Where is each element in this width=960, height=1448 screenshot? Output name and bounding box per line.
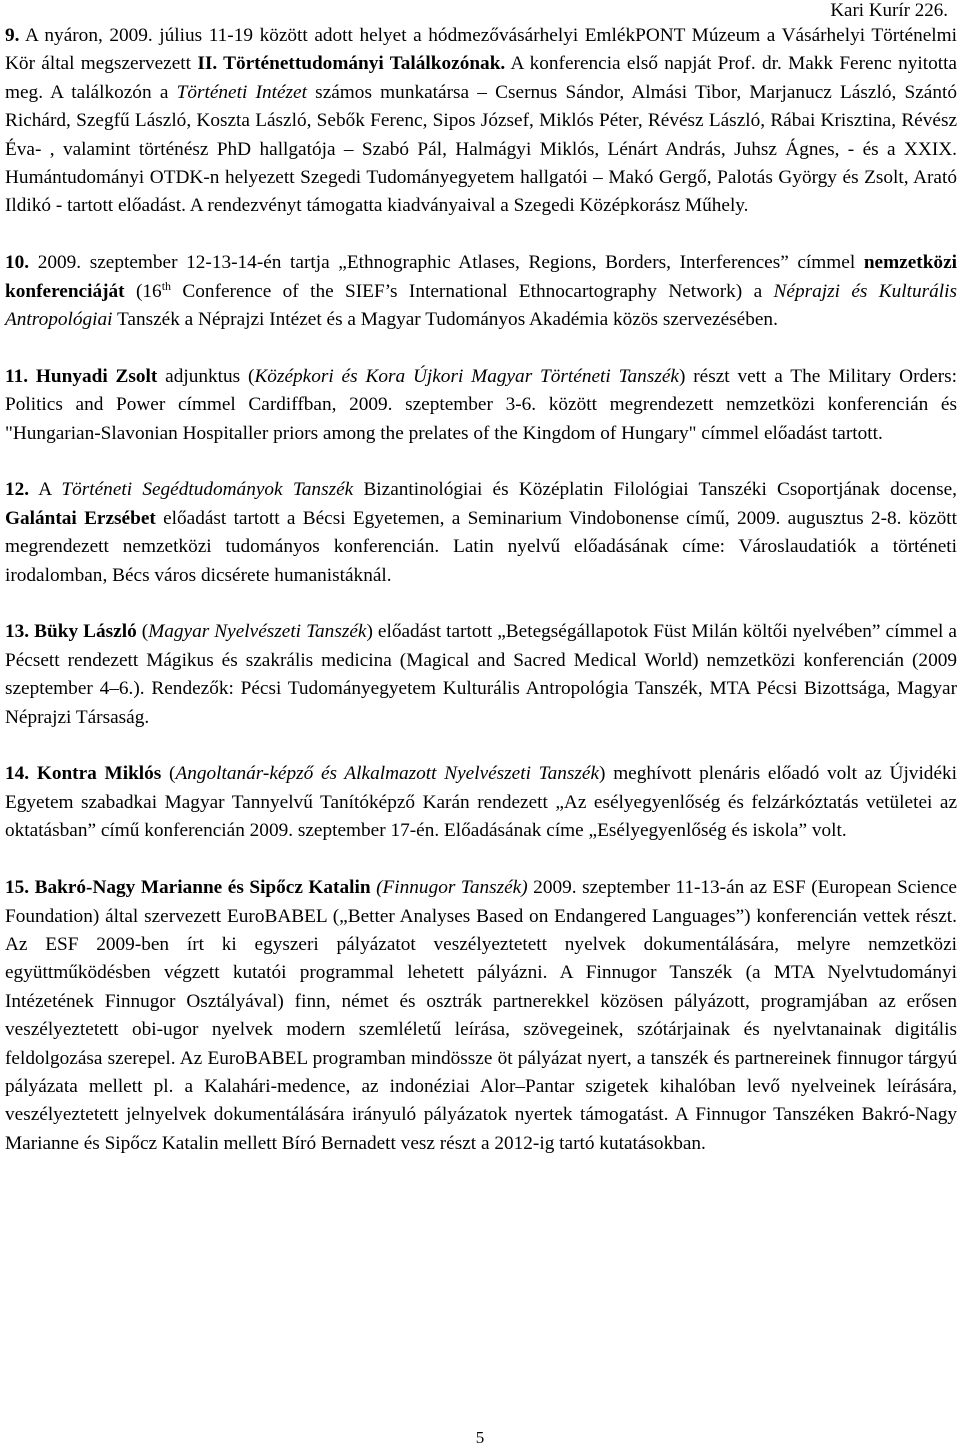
news-item-12 [5,476,957,590]
text-run: (Finnugor Tanszék) [376,877,528,899]
text-run: ( [161,763,176,785]
text-run: Tanszék a Néprajzi Intézet és a Magyar Tudományos Akadémia közös szervezésében. [112,309,778,331]
text-run: 12. [5,479,30,501]
text-run: (16 [124,280,162,302]
text-run: Angoltanár-képző és Alkalmazott Nyelvészeti Tanszék [175,763,600,785]
text-run: Magyar Nyelvészeti Tanszék [148,621,367,643]
news-item-10 [5,249,957,334]
text-run: számos munkatársa – Csernus Sándor, Almási Tibor, Marjanucz László, Szántó Richárd, Szegfű László, Koszta László, Sebők Ferenc, Sipos József, Miklós Péter, Révész László, Rábai Krisztina, Révész Éva- , valamint történész PhD hallgatója – Szabó Pál, Halmágyi Miklós, Lénárt András, Juhsz Ágnes, - és a XXIX. Humántudományi OTDK-n helyezett Szegedi Tudományegyetem hallgatói – Makó Gergő, Palotás György és Zsolt, Arató Ildikó - tartott előadást. A rendezvényt támogatta kiadványaival a Szegedi Középkorász Műhely. [5,81,957,217]
text-run: 2009. szeptember 11-13-án az ESF (European Science Foundation) által szervezett EuroBABEL („Better Analyses Based on Endangered Languages”) konferencián vettek részt. Az ESF 2009-ben írt ki egyszeri pályázatot veszélyeztetett nyelvek dokumentálására, melyre nemzetközi együttműködésben végzett kutatói programmal lehetett pályázni. A Finnugor Tanszék (a MTA Nyelvtudományi Intézetének Finnugor Osztályával) finn, német és osztrák partnerekkel közösen pályázott, programjában az erősen veszélyeztetett obi-ugor nyelvek modern szemléletű leírása, szövegeinek, szótárjainak és nyelvtanainak digitális feldolgozása szerepel. Az EuroBABEL programban mindössze öt pályázat nyert, a tanszék és partnereinek finnugor tárgyú pályázata mellett pl. a Kalahári-medence, az indonéziai Alor–Pantar szigetek kihalóban levő nyelveinek leírására, veszélyeztetett jelnyelvek dokumentálására irányuló pályázatok nyertek támogatást. A Finnugor Tanszéken Bakró-Nagy Marianne és Sipőcz Katalin mellett Bíró Bernadett vesz részt a 2012-ig tartó kutatásokban. [5,877,957,1154]
news-item-15 [5,874,957,1158]
text-run: 14. Kontra Miklós [5,763,162,785]
text-run: A nyáron, 2009. július 11-19 között adott helyet a hódmezővásárhelyi EmlékPONT Múzeum a Vásárhelyi Történelmi Kör által megszervezett [5,25,957,75]
news-item-14 [5,760,957,845]
document-body [5,22,957,1158]
text-run: Történeti Intézet [176,81,307,103]
text-run: ) előadást tartott „Betegségállapotok Füst Milán költői nyelvében” címmel a Pécsett rendezett Mágikus és szakrális medicina (Magical and Sacred Medical World) nemzetközi konferencián (2009 szeptember 4–6.). Rendezők: Pécsi Tudományegyetem Kulturális Antropológia Tanszék, MTA Pécsi Bizottsága, Magyar Néprajzi Társaság. [5,621,957,728]
text-run: II. Történettudományi Találkozónak. [197,53,506,75]
text-run: ) meghívott plenáris előadó volt az Újvidéki Egyetem szabadkai Magyar Tannyelvű Tanítóképző Karán rendezett „Az esélyegyenlőség és felzárkóztatás vetületei az oktatásban” című konferencián 2009. szeptember 17-én. Előadásának címe „Esélyegyenlőség és iskola” volt. [5,763,957,842]
text-run: nemzetközi konferenciáját [5,252,957,302]
news-item-11 [5,363,957,448]
text-run: adjunktus ( [157,365,255,387]
text-run: 15. Bakró-Nagy Marianne és Sipőcz Katalin [5,877,371,899]
text-run: ( [136,621,149,643]
text-run: 9. [5,25,20,46]
news-item-9 [5,22,957,221]
text-run: A konferencia első napját Prof. dr. Makk Ferenc nyitotta meg. A találkozón a [5,53,957,103]
text-run: Galántai Erzsébet [5,507,156,529]
text-run: A [29,479,62,501]
text-run: th [161,278,172,293]
text-run: 13. Büky László [5,621,137,643]
text-run: Conference of the SIEF’s International Ethnocartography Network) a [171,280,774,302]
text-run: 11. Hunyadi Zsolt [5,365,158,387]
text-run: 2009. szeptember 12-13-14-én tartja „Ethnographic Atlases, Regions, Borders, Interferences” címmel [29,252,864,274]
text-run: Bizantinológiai és Középlatin Filológiai Tanszéki Csoportjának docense, [353,479,958,501]
news-item-13 [5,618,957,732]
text-run: Történeti Segédtudományok Tanszék [61,479,354,501]
page-number: 5 [475,1428,485,1447]
text-run: Néprajzi és Kulturális Antropológiai [5,280,957,331]
text-run: 10. [5,252,30,274]
text-run: előadást tartott a Bécsi Egyetemen, a Seminarium Vindobonense című, 2009. augusztus 2-8. között megrendezett nemzetközi tudományos konferencián. Latin nyelvű előadásának címe: Városlaudatiók a történeti irodalomban, Bécs város dicsérete humanistáknál. [5,507,957,586]
text-run: ) részt vett a The Military Orders: Politics and Power címmel Cardiffban, 2009. szeptember 3-6. között megrendezett nemzetközi konferencián és "Hungarian-Slavonian Hospitaller priors among the prelates of the Kingdom of Hungary" címmel előadást tartott. [5,365,957,444]
running-header: Kari Kurír 226. [830,0,948,21]
text-run: Középkori és Kora Újkori Magyar Történeti Tanszék [254,365,679,387]
